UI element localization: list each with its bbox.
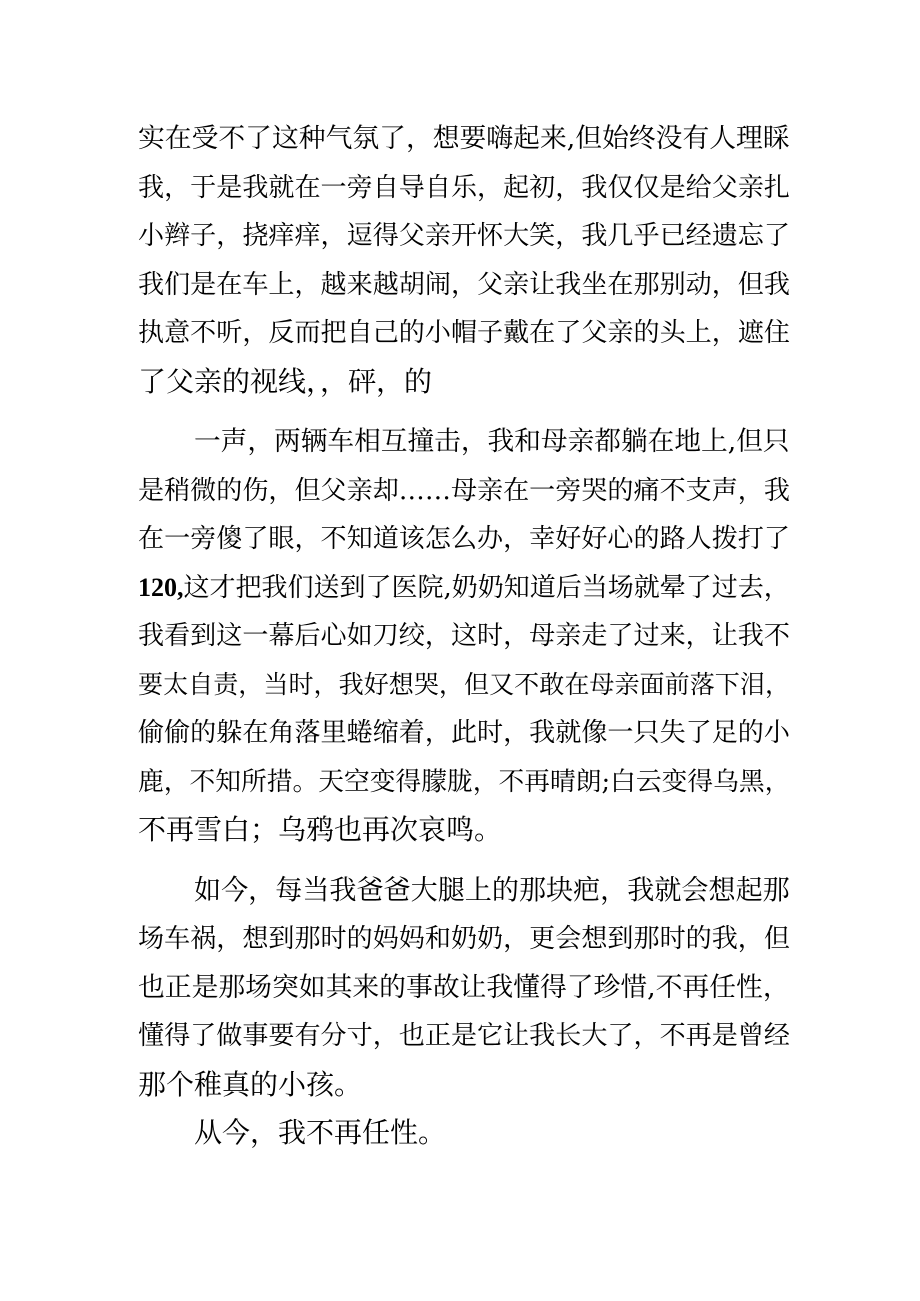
text-line: 我们是在车上，越来越胡闹，父亲让我坐在那别动，但我 [138,269,790,300]
text-line: 实在受不了这种气氛了，想要嗨起来,但始终没有人理睬 [138,123,790,154]
text-line: 一声，两辆车相互撞击，我和母亲都躺在地上,但只 [194,426,790,457]
text-line: 偷偷的躲在角落里蜷缩着，此时，我就像一只失了足的小 [138,718,790,748]
text-line: 从今，我不再任性。 [194,1116,447,1149]
text-line: 我，于是我就在一旁自导自乐，起初，我仅仅是给父亲扎 [138,172,790,203]
text-line: 120,这才把我们送到了医院,奶奶知道后当场就晕了过去， [138,572,790,603]
text-line: 在一旁傻了眼，不知道该怎么办，幸好好心的路人拨打了 [138,524,790,554]
text-line: 小辫子，挠痒痒，逗得父亲开怀大笑，我几乎已经遗忘了 [138,221,790,251]
document-page [138,115,790,1158]
paragraph-1 [138,115,790,406]
text-line: 了父亲的视线，，砰，的 [138,364,433,398]
text-line: 那个稚真的小孩。 [138,1067,363,1101]
paragraph-3 [138,867,790,1110]
text-line: 也正是那场突如其来的事故让我懂得了珍惜,不再任性， [138,971,790,1003]
text-line: 如今，每当我爸爸大腿上的那块疤，我就会想起那 [194,874,790,906]
text-line: 是稍微的伤，但父亲却……母亲在一旁哭的痛不支声，我 [138,475,790,506]
emphasis-number: 120, [138,572,184,602]
text-line: 鹿，不知所措。天空变得朦胧，不再晴朗;白云变得乌黑， [138,766,791,797]
paragraph-4 [138,1109,790,1158]
text-line: 不再雪白；乌鸦也再次哀鸣。 [138,813,503,846]
text-line: 懂得了做事要有分寸，也正是它让我长大了，不再是曾经 [138,1021,790,1051]
text-line: 执意不听，反而把自己的小帽子戴在了父亲的头上，遮住 [138,318,790,348]
text-line: 场车祸，想到那时的妈妈和奶奶，更会想到那时的我，但 [138,924,790,954]
paragraph-2 [138,418,790,855]
text-line: 要太自责，当时，我好想哭，但又不敢在母亲面前落下泪， [138,669,791,699]
text-line: 我看到这一幕后心如刀绞，这时，母亲走了过来，让我不 [138,621,790,651]
